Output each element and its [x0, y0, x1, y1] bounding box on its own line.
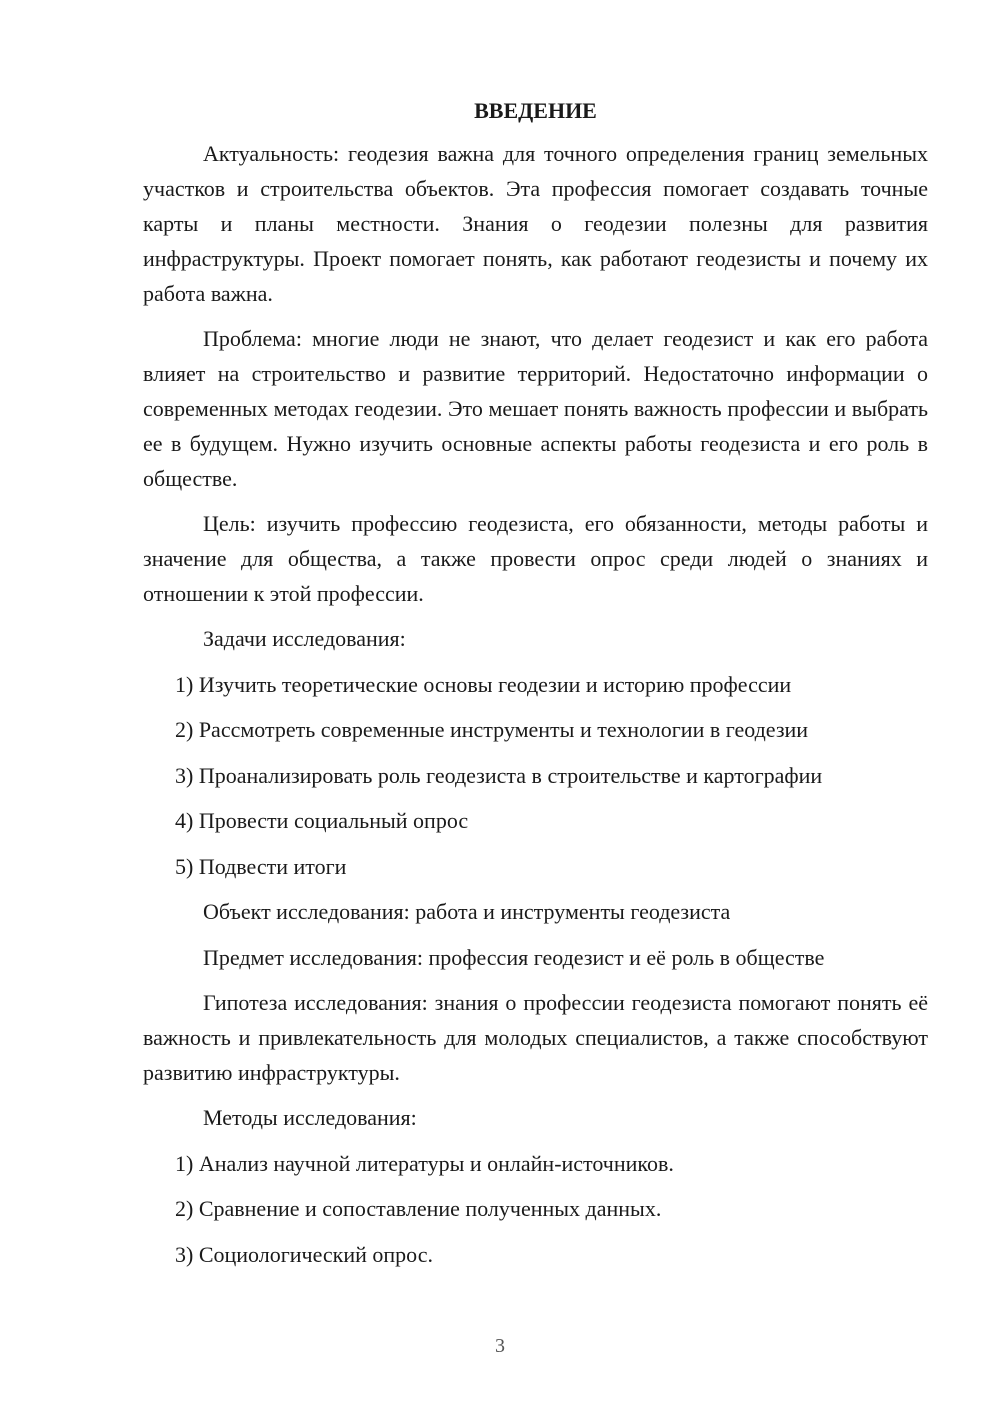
- problem-paragraph: Проблема: многие люди не знают, что делает геодезист и как его работа влияет на строительство и развитие территорий. Недостаточно информации о современных методах геодезии. Это мешает понять важность профессии и выбрать ее в будущем. Нужно изучить основные аспекты работы геодезиста и его роль в обществе.: [143, 326, 928, 491]
- research-object: Объект исследования: работа и инструменты геодезиста: [203, 899, 731, 924]
- method-item: 1) Анализ научной литературы и онлайн-источников.: [175, 1150, 674, 1176]
- task-item: 5) Подвести итоги: [175, 853, 347, 879]
- method-item: 3) Социологический опрос.: [175, 1241, 433, 1267]
- goal-paragraph: Цель: изучить профессию геодезиста, его обязанности, методы работы и значение для общества, а также провести опрос среди людей о знаниях и отношении к этой профессии.: [143, 511, 928, 606]
- task-item: 3) Проанализировать роль геодезиста в строительстве и картографии: [175, 762, 823, 788]
- research-subject: Предмет исследования: профессия геодезист и её роль в обществе: [203, 944, 825, 970]
- document-page: [143, 96, 928, 1282]
- relevance-paragraph: Актуальность: геодезия важна для точного определения границ земельных участков и строительства объектов. Эта профессия помогает создавать точные карты и планы местности. Знания о геодезии полезны для развития инфраструктуры. Проект помогает понять, как работают геодезисты и почему их работа важна.: [143, 141, 928, 306]
- hypothesis-paragraph: Гипотеза исследования: знания о профессии геодезиста помогают понять её важность и привлекательность для молодых специалистов, а также способствуют развитию инфраструктуры.: [143, 990, 928, 1085]
- method-item: 2) Сравнение и сопоставление полученных данных.: [175, 1196, 662, 1221]
- task-item: 2) Рассмотреть современные инструменты и технологии в геодезии: [175, 717, 809, 742]
- section-title: ВВЕДЕНИЕ: [474, 98, 597, 123]
- task-item: 1) Изучить теоретические основы геодезии и историю профессии: [175, 671, 792, 697]
- page-number: 3: [495, 1335, 505, 1357]
- methods-heading: Методы исследования:: [203, 1105, 417, 1130]
- task-item: 4) Провести социальный опрос: [175, 808, 469, 833]
- tasks-heading: Задачи исследования:: [203, 626, 406, 651]
